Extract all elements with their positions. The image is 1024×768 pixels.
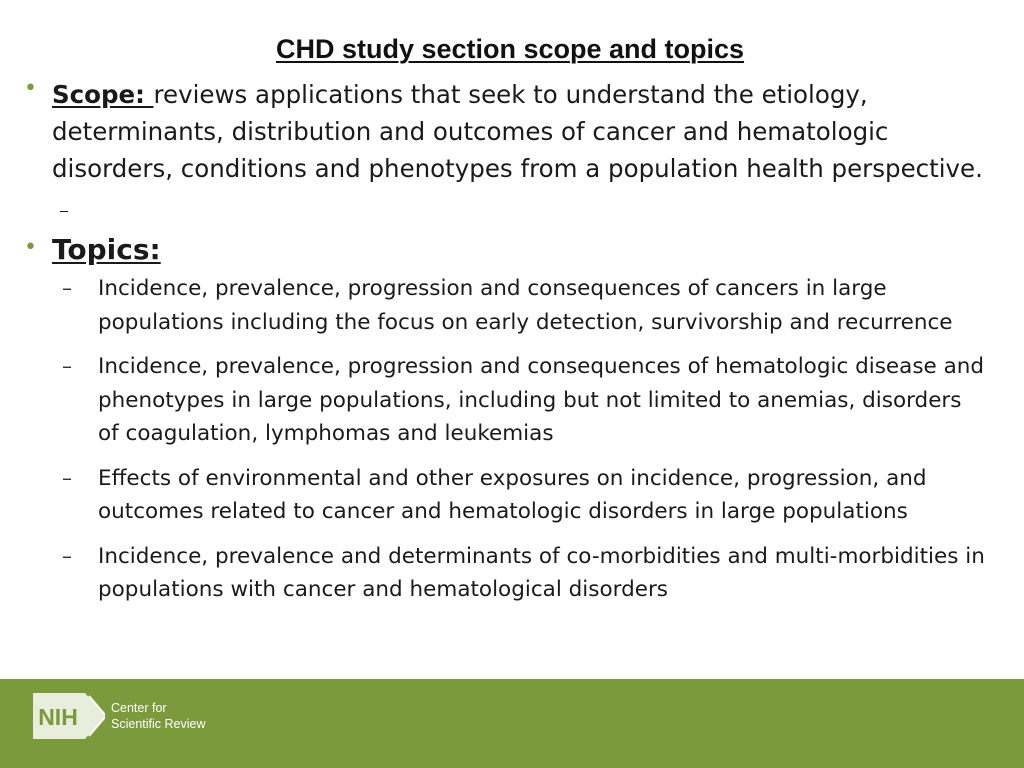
topic-item <box>60 350 989 451</box>
slide-title: CHD study section scope and topics <box>275 34 745 64</box>
dash-icon: – <box>62 465 72 490</box>
topic-item <box>60 272 989 339</box>
topic-text: Incidence, prevalence and determinants of co-morbidities and multi-morbidities in populations with cancer and hematological disorders <box>98 543 985 602</box>
nih-logo-icon <box>33 693 105 739</box>
scope-bullet <box>24 76 989 224</box>
topic-text: Effects of environmental and other exposures on incidence, progression, and outcomes related to cancer and hematologic disorders in large populations <box>98 465 927 524</box>
dash-icon: – <box>62 543 72 568</box>
bullet-dot-icon: • <box>24 235 37 260</box>
org-name <box>111 700 205 732</box>
slide-content <box>24 76 989 618</box>
underline-mark <box>60 210 68 212</box>
nih-logo <box>33 693 205 739</box>
org-name-line2: Scientific Review <box>111 717 206 731</box>
dash-icon: – <box>62 276 72 300</box>
topic-item <box>60 540 989 607</box>
scope-text: reviews applications that seek to understand the etiology, determinants, distribution and outcomes of cancer and hematologic disorders, conditions and phenotypes from a population health perspective. <box>52 80 983 183</box>
dash-icon: – <box>62 354 72 378</box>
topics-bullet <box>24 228 989 272</box>
footer-band <box>0 679 1024 768</box>
topic-text: Incidence, prevalence, progression and consequences of cancers in large populations including the focus on early detection, survivorship and recurrence <box>98 276 953 335</box>
logo-mark-text: NIH <box>38 704 78 730</box>
topic-text: Incidence, prevalence, progression and consequences of hematologic disease and phenotypes in large populations, including but not limited to anemias, disorders of coagulation, lymphomas and leukemias <box>98 354 985 446</box>
scope-label: Scope: <box>52 80 154 109</box>
topic-item <box>60 462 989 529</box>
org-name-line1: Center for <box>111 701 167 715</box>
bullet-dot-icon: • <box>24 76 37 101</box>
topics-label: Topics: <box>52 233 161 266</box>
